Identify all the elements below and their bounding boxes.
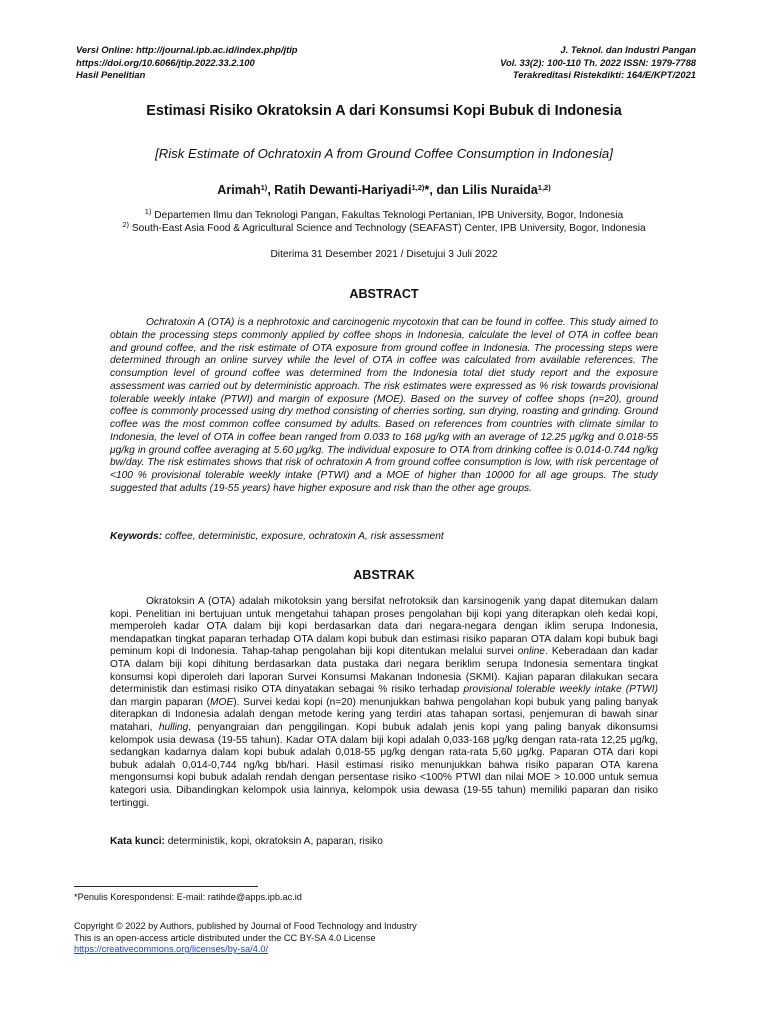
author-list: [60, 183, 708, 197]
abstrak-segment: Okratoksin A (OTA) adalah mikotoksin yang bersifat nefrotoksik dan karsinogenik yang dapat ditemukan dalam kopi. Penelitian ini bertujuan untuk mengetahui tahapan proses pengolahan biji kopi yang diterapkan oleh kedai kopi, memperoleh kadar OTA dalam biji kopi berdasarkan data dari negara-negara dengan iklim serupa Indonesia, mendapatkan tingkat paparan terhadap OTA dalam kopi bubuk dan estimasi risiko paparan OTA dalam kopi bubuk bagi peminum kopi di Indonesia. Tahap-tahap pengolahan biji kopi ditentukan melalui survei: [110, 596, 658, 658]
affiliations: [60, 209, 708, 235]
paper-subtitle: [Risk Estimate of Ochratoxin A from Ground Coffee Consumption in Indonesia]: [155, 146, 613, 161]
header-right: [500, 44, 696, 82]
affiliation-sup: 1): [144, 207, 152, 216]
author-name: Arimah: [217, 183, 261, 197]
article-type: Hasil Penelitian: [76, 69, 146, 81]
doi-link[interactable]: https://doi.org/10.6066/jtip.2022.33.2.100: [76, 56, 255, 68]
author-name: , dan Lilis Nuraida: [429, 183, 538, 197]
kata-kunci-text: deterministik, kopi, okratoksin A, paparan, risiko: [167, 836, 383, 847]
received-accepted-dates: Diterima 31 Desember 2021 / Disetujui 3 Juli 2022: [270, 249, 498, 260]
affiliation-text: South-East Asia Food & Agricultural Science and Technology (SEAFAST) Center, IPB University, Bogor, Indonesia: [131, 223, 646, 234]
accreditation: Terakreditasi Ristekdikti: 164/E/KPT/2021: [512, 69, 696, 81]
abstrak-segment: ). Survei kedai kopi (n=20) menunjukkan bahwa pengolahan kopi bubuk yang paling banyak diterapkan di Indonesia adalah dengan metode kering yang terdiri atas tahapan sortasi, penjemuran di bawah sinar matahari,: [110, 696, 658, 733]
kata-kunci: [110, 836, 670, 847]
license-line: This is an open-access article distributed under the CC BY-SA 4.0 License: [74, 932, 376, 943]
abstrak-emphasis: online: [517, 646, 545, 658]
affiliation-text: Departemen Ilmu dan Teknologi Pangan, Fakultas Teknologi Pertanian, IPB University, Bogor, Indonesia: [154, 210, 624, 221]
corresponding-mark: *: [424, 183, 430, 197]
keywords-text: coffee, deterministic, exposure, ochratoxin A, risk assessment: [164, 531, 444, 542]
abstrak-heading: ABSTRAK: [353, 568, 415, 582]
journal-name: J. Teknol. dan Industri Pangan: [560, 44, 696, 55]
abstrak-segment: . Keberadaan dan kadar OTA dalam biji kopi dihitung berdasarkan data pustaka dari negara beriklim serupa Indonesia sementara tingkat konsumsi kopi diperoleh dari laporan Survei Konsumsi Makanan Indonesia (SKMI). Kajian paparan dilakukan secara deterministik dan estimasi risiko OTA dinyatakan sebagai % risiko terhadap: [110, 646, 659, 696]
abstrak-emphasis: MOE: [210, 696, 234, 708]
volume-issn: Vol. 33(2): 100-110 Th. 2022 ISSN: 1979-7788: [500, 56, 696, 68]
affiliation-sup: 2): [122, 220, 130, 229]
keywords: [110, 531, 670, 542]
copyright-line: Copyright © 2022 by Authors, published by Journal of Food Technology and Industry: [74, 921, 417, 931]
author-name: , Ratih Dewanti-Hariyadi: [267, 183, 412, 197]
corresponding-author-footnote: *Penulis Korespondensi: E-mail: ratihde@apps.ipb.ac.id: [74, 892, 302, 902]
header-left: [76, 44, 298, 82]
abstrak-emphasis: provisional tolerable weekly intake (PTWI): [463, 684, 658, 696]
abstrak-segment: dan margin paparan (: [110, 696, 211, 708]
abstract-text: Ochratoxin A (OTA) is a nephrotoxic and carcinogenic mycotoxin that can be found in coffee. This study aimed to obtain the processing steps commonly applied by coffee shops in Indonesia, calculate the level of OTA in coffee bean and ground coffee, and the risk estimate of OTA exposure from ground coffee in Indonesia. The processing steps were determined through an online survey while the level of OTA in coffee was calculated from available references. The consumption level of ground coffee was determined from the Indonesia total diet study report and the exposure assessment was carried out by deterministic approach. The risk estimates were expressed as % risk towards provisional tolerable weekly intake (PTWI) and margin of exposure (MOE). Based on the survey of coffee shops (n=20), ground coffee is commonly processed using dry method consisting of cherries sorting, sun drying, roasting and grinding. Ground coffee was the most common coffee consumed by adults. Based on references from countries with climate similar to Indonesia, the level of OTA in coffee bean ranged from 0.033 to 168 μg/kg with an average of 12.25 μg/kg and 0.018-55 μg/kg in ground coffee averaging at 5.60 μg/kg. The individual exposure to OTA from drinking coffee is 0.014-0.744 ng/kg bw/day. The risk estimates shows that risk of ochratoxin A from ground coffee consumption is low, with risk percentage of <100 % provisional tolerable weekly intake (PTWI) and a MOE of higher than 10000 for all age groups. The study suggested that adults (19-55 years) have higher exposure and risk than the other age groups.: [110, 317, 658, 494]
online-version-link[interactable]: Versi Online: http://journal.ipb.ac.id/index.php/jtip: [76, 44, 298, 55]
paper-title: Estimasi Risiko Okratoksin A dari Konsumsi Kopi Bubuk di Indonesia: [146, 103, 622, 119]
keywords-label: Keywords:: [110, 531, 163, 542]
copyright-notice: [74, 921, 417, 956]
abstrak-text: [110, 596, 658, 810]
abstrak-segment: , penyangraian dan penggilingan. Kopi bubuk adalah jenis kopi yang paling banyak dikonsumsi kelompok usia dewasa (19-55 tahun). Kadar OTA dalam biji kopi adalah 0,033-168 μg/kg dengan rata-rata 12,25 μg/kg, sedangkan kadarnya dalam kopi bubuk adalah 0,018-55 μg/kg dengan rata-rata 5,60 μg/kg. Paparan OTA dari kopi bubuk adalah 0,014-0,744 ng/kg bb/hari. Hasil estimasi risiko menunjukkan bahwa risiko paparan OTA karena mengonsumsi kopi bubuk adalah rendah dengan persentase risiko <100% PTWI dan nilai MOE > 10.000 untuk semua kategori usia. Dibandingkan kelompok usia lainnya, kelompok usia dewasa (19-55 tahun) memiliki paparan dan risiko tertinggi.: [110, 721, 658, 809]
author-affil-sup: 1,2): [411, 183, 425, 192]
abstrak-emphasis: hulling: [158, 721, 189, 733]
license-link[interactable]: https://creativecommons.org/licenses/by-sa/4.0/: [74, 944, 269, 955]
author-affil-sup: 1): [260, 183, 268, 192]
author-affil-sup: 1,2): [537, 183, 551, 192]
abstract-heading: ABSTRACT: [349, 287, 419, 301]
affiliation-1: [60, 209, 708, 222]
kata-kunci-label: Kata kunci:: [110, 836, 165, 847]
affiliation-2: [60, 222, 708, 235]
footnote-divider: [74, 886, 258, 887]
